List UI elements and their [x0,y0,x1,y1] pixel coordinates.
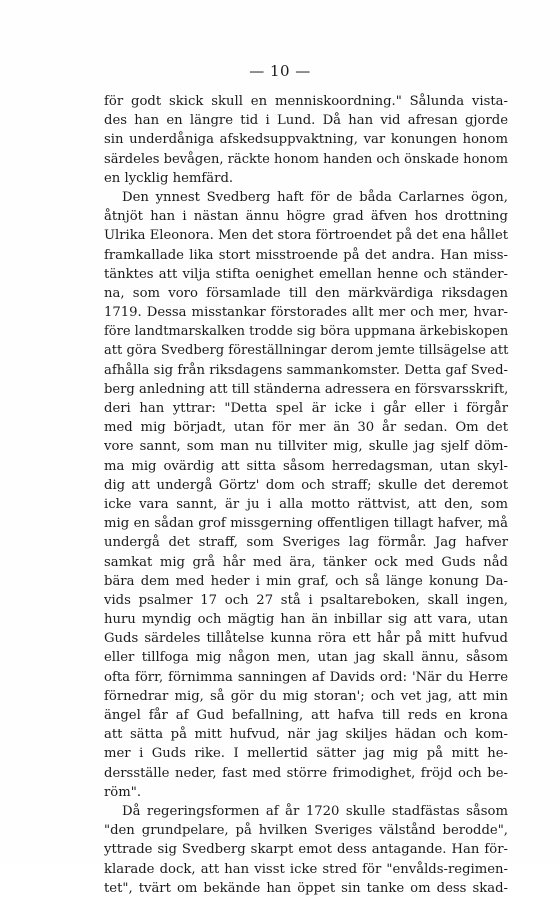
text-line: klarade dock, att han visst icke stred för "envålds-regimen- [104,861,508,877]
text-line: eller tillfoga mig någon men, utan jag skall ännu, såsom [104,650,508,666]
text-line: mig en sådan grof missgerning offentligen tillagt hafver, må [104,516,508,532]
text-line: vore sannt, som man nu tillviter mig, skulle jag sjelf döm- [104,439,508,455]
text-line: att sätta på mitt hufvud, när jag skiljes hädan och kom- [104,727,508,743]
text-line: åtnjöt han i nästan ännu högre grad äfven hos drottning [104,209,508,225]
text-line: ma mig ovärdig att sitta såsom herredagsman, utan skyl- [104,458,508,474]
text-line: röm". [104,784,142,800]
text-line: före landtmarskalken trodde sig böra uppmana ärkebiskopen [104,324,509,340]
text-line: dersställe neder, fast med större frimodighet, fröjd och be- [104,765,508,781]
text-line: des han en längre tid i Lund. Då han vid afresan gjorde [104,113,508,129]
text-line: för godt skick skull en menniskoordning." Sålunda vista- [104,94,508,109]
text-line: samkat mig grå hår med ära, tänker ock med Guds nåd [104,554,508,570]
text-line: Då regeringsformen af år 1720 skulle stadfästas såsom [122,803,508,819]
text-line: "den grundpelare, på hvilken Sveriges välstånd berodde", [104,823,508,839]
text-line: förnedrar mig, så gör du mig storan'; och vet jag, att min [104,688,508,704]
text-line: icke vara sannt, är ju i alla motto rättvist, att den, som [104,496,508,512]
text-line: 1719. Dessa misstankar förstorades allt mer och mer, hvar- [104,305,508,321]
text-line: tet", tvärt om bekände han öppet sin tanke om dess skad- [104,880,508,896]
text-line: framkallade lika stort misstroende på det andra. Han miss- [104,247,508,263]
text-line: deri han yttrar: "Detta spel är icke i går eller i förgår [104,401,508,416]
page-number: — 10 — [249,62,311,80]
text-line: dig att undergå Görtz' dom och straff; skulle det deremot [104,477,508,493]
text-line: Guds särdeles tillåtelse kunna röra ett hår på mitt hufvud [104,631,508,647]
text-line: ofta förr, förnimma sanningen af Davids ord: 'När du Herre [104,669,508,685]
text-line: undergå det straff, som Sveriges lag förmår. Jag hafver [104,535,508,551]
body-text [104,92,508,898]
text-line: att göra Svedberg föreställningar derom jemte tillsägelse att [104,343,509,359]
text-line: särdeles bevågen, räckte honom handen och önskade honom [104,151,509,167]
text-line: afhålla sig från riksdagens sammankomster. Detta gaf Sved- [104,362,508,378]
text-line: med mig börjadt, utan för mer än 30 år sedan. Om det [104,420,508,436]
text-line: mer i Guds rike. I mellertid sätter jag mig på mitt he- [104,746,508,762]
text-line: vids psalmer 17 och 27 stå i psaltareboken, skall ingen, [104,592,508,608]
text-line: sin underdåniga afskedsuppvaktning, var konungen honom [104,132,508,148]
text-line: na, som voro församlade till den märkvärdiga riksdagen [104,285,508,301]
text-line: ängel får af Gud befallning, att hafva till reds en krona [104,708,508,723]
text-line: bära dem med heder i min graf, och så länge konung Da- [104,573,508,589]
text-line: en lycklig hemfärd. [104,170,234,186]
text-line: yttrade sig Svedberg skarpt emot dess antagande. Han för- [104,842,508,858]
text-line: huru myndig och mägtig han än inbillar sig att vara, utan [104,612,508,628]
text-line: Den ynnest Svedberg haft för de båda Carlarnes ögon, [122,189,508,205]
text-line: berg anledning att till ständerna adressera en försvarsskrift, [104,381,509,397]
text-line: tänktes att vilja stifta oenighet emellan henne och ständer- [104,266,508,282]
text-line: Ulrika Eleonora. Men det stora förtroendet på det ena hållet [104,228,508,244]
